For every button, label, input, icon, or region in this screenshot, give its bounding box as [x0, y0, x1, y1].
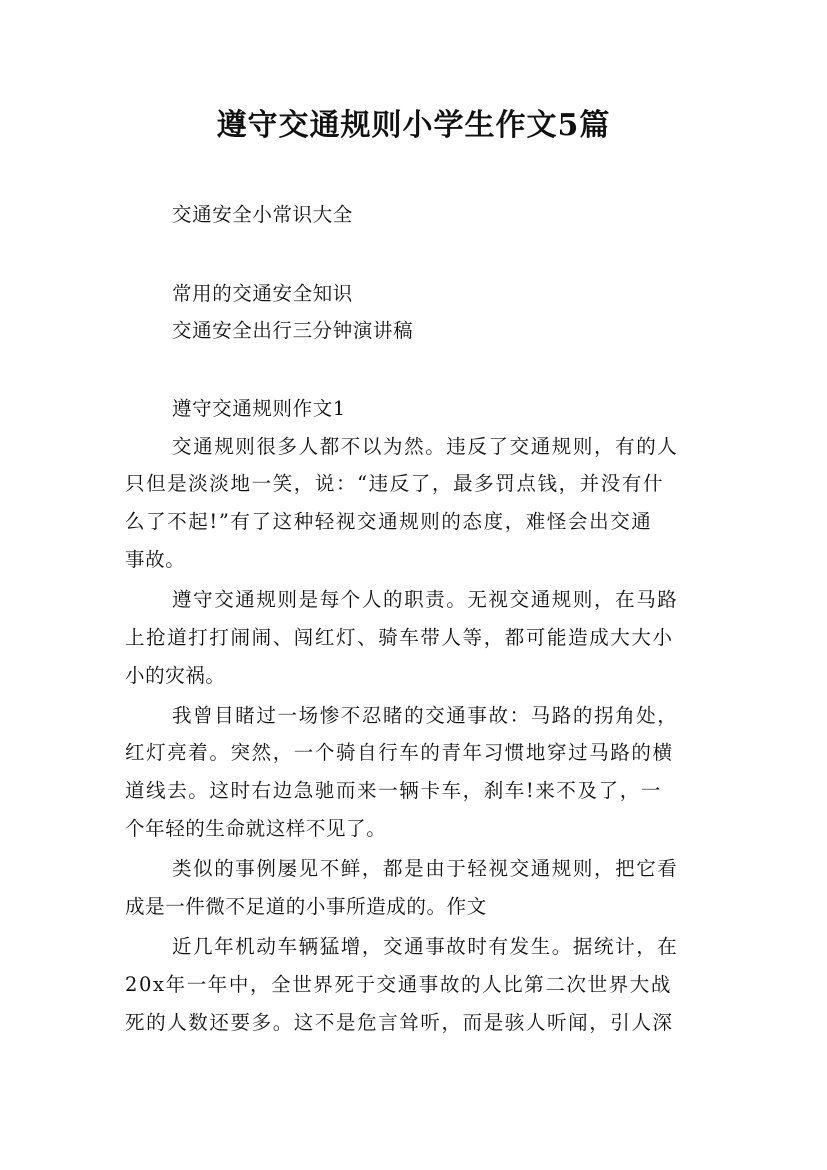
paragraph-line: 红灯亮着。突然，一个骑自行车的青年习惯地穿过马路的横: [125, 741, 674, 764]
paragraph-line: 交通规则很多人都不以为然。违反了交通规则，有的人: [172, 435, 679, 458]
paragraph-line: 上抢道打打闹闹、闯红灯、骑车带人等，都可能造成大大小: [125, 626, 674, 649]
related-link-speech[interactable]: 交通安全出行三分钟演讲稿: [172, 319, 414, 342]
paragraph-line: 么了不起!”有了这种轻视交通规则的态度，难怪会出交通: [125, 510, 653, 533]
paragraph-line: 小的灾祸。: [125, 664, 226, 687]
related-link-safety-tips[interactable]: 交通安全小常识大全: [172, 203, 353, 226]
section-heading: 遵守交通规则作文1: [172, 397, 346, 420]
paragraph-line: 遵守交通规则是每个人的职责。无视交通规则，在马路: [172, 588, 679, 611]
paragraph-line: 死的人数还要多。这不是危言耸听，而是骇人听闻，引人深: [125, 1011, 674, 1034]
paragraph-line: 20x年一年中，全世界死于交通事故的人比第二次世界大战: [125, 973, 673, 996]
paragraph-line: 事故。: [125, 548, 186, 571]
related-link-safety-knowledge[interactable]: 常用的交通安全知识: [172, 282, 353, 305]
paragraph-line: 只但是淡淡地一笑，说：“违反了，最多罚点钱，并没有什: [125, 472, 665, 495]
paragraph-line: 类似的事例屡见不鲜，都是由于轻视交通规则，把它看: [172, 857, 679, 880]
paragraph-line: 我曾目睹过一场惨不忍睹的交通事故：马路的拐角处，: [172, 704, 679, 727]
page-title: 遵守交通规则小学生作文5篇: [216, 108, 611, 143]
paragraph-line: 近几年机动车辆猛增，交通事故时有发生。据统计，在: [172, 935, 679, 958]
paragraph-line: 个年轻的生命就这样不见了。: [125, 817, 387, 840]
paragraph-line: 成是一件微不足道的小事所造成的。作文: [125, 895, 487, 918]
paragraph-line: 道线去。这时右边急驰而来一辆卡车，刹车!来不及了，一: [125, 779, 662, 802]
